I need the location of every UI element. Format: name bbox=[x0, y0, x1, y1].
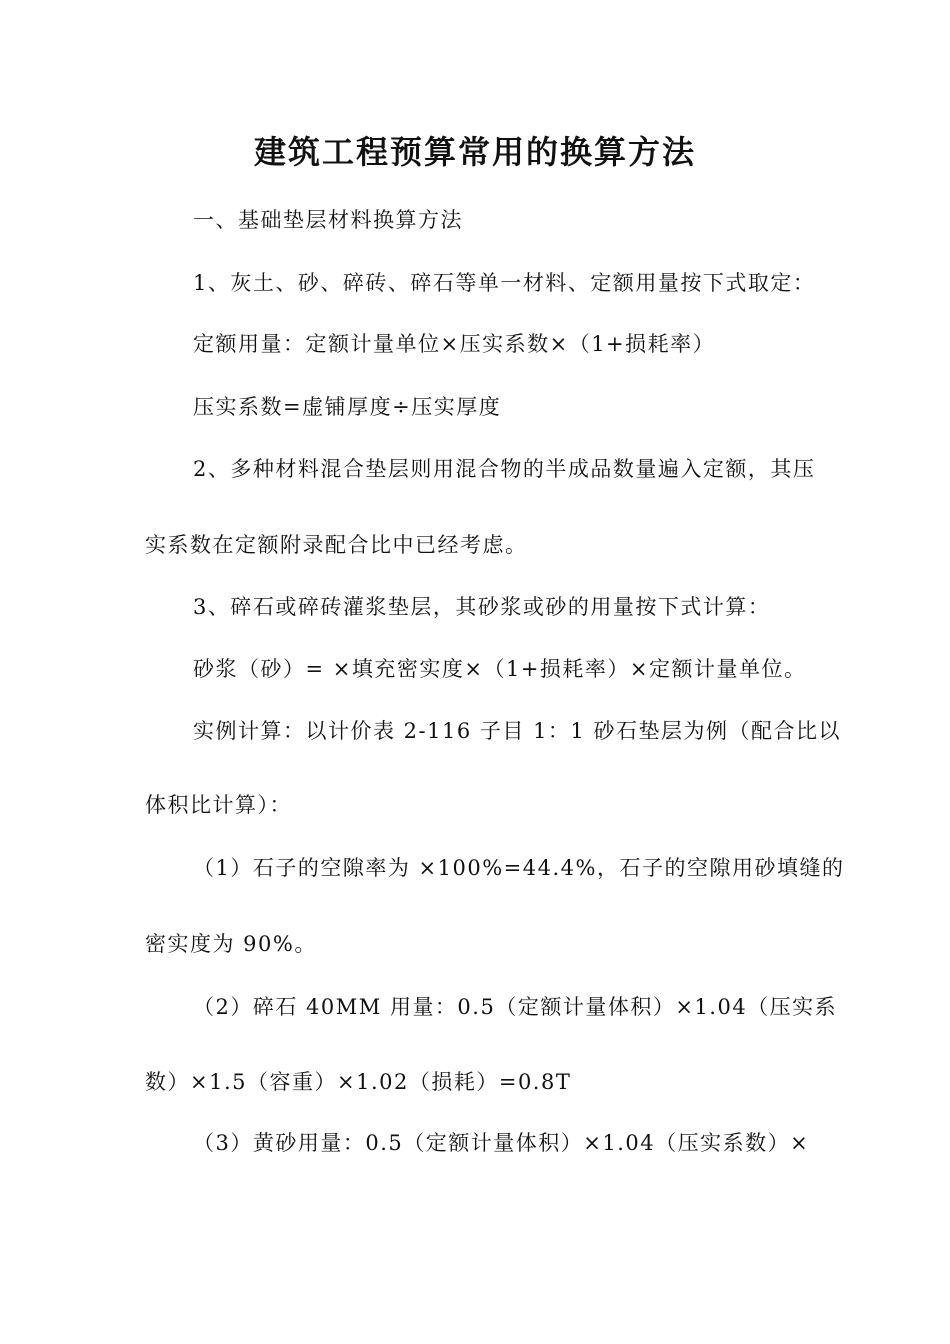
formula-line: 砂浆（砂）= ×填充密实度×（1+损耗率）×定额计量单位。 bbox=[193, 657, 807, 681]
paragraph-line: （2）碎石 40MM 用量：0.5（定额计量体积）×1.04（压实系 bbox=[193, 995, 838, 1019]
paragraph-line: （1）石子的空隙率为 ×100%=44.4%，石子的空隙用砂填缝的 bbox=[193, 856, 845, 880]
section-heading: 一、基础垫层材料换算方法 bbox=[193, 208, 463, 232]
paragraph-line: 体积比计算）： bbox=[145, 793, 292, 817]
formula-line: 压实系数=虚铺厚度÷压实厚度 bbox=[193, 395, 502, 419]
paragraph-line: （3）黄砂用量：0.5（定额计量体积）×1.04（压实系数）× bbox=[193, 1131, 810, 1155]
page-title: 建筑工程预算常用的换算方法 bbox=[253, 133, 696, 171]
paragraph-line: 3、碎石或碎砖灌浆垫层，其砂浆或砂的用量按下式计算： bbox=[193, 595, 771, 619]
paragraph-line: 2、多种材料混合垫层则用混合物的半成品数量遍入定额，其压 bbox=[193, 457, 816, 481]
paragraph-line: 1、灰土、砂、碎砖、碎石等单一材料、定额用量按下式取定： bbox=[193, 271, 816, 295]
paragraph-line: 实例计算：以计价表 2-116 子目 1：1 砂石垫层为例（配合比以 bbox=[193, 719, 841, 743]
formula-line: 定额用量：定额计量单位×压实系数×（1+损耗率） bbox=[193, 332, 716, 356]
paragraph-line: 密实度为 90%。 bbox=[145, 932, 317, 956]
paragraph-line: 数）×1.5（容重）×1.02（损耗）=0.8T bbox=[145, 1070, 572, 1094]
paragraph-line: 实系数在定额附录配合比中已经考虑。 bbox=[145, 533, 528, 557]
